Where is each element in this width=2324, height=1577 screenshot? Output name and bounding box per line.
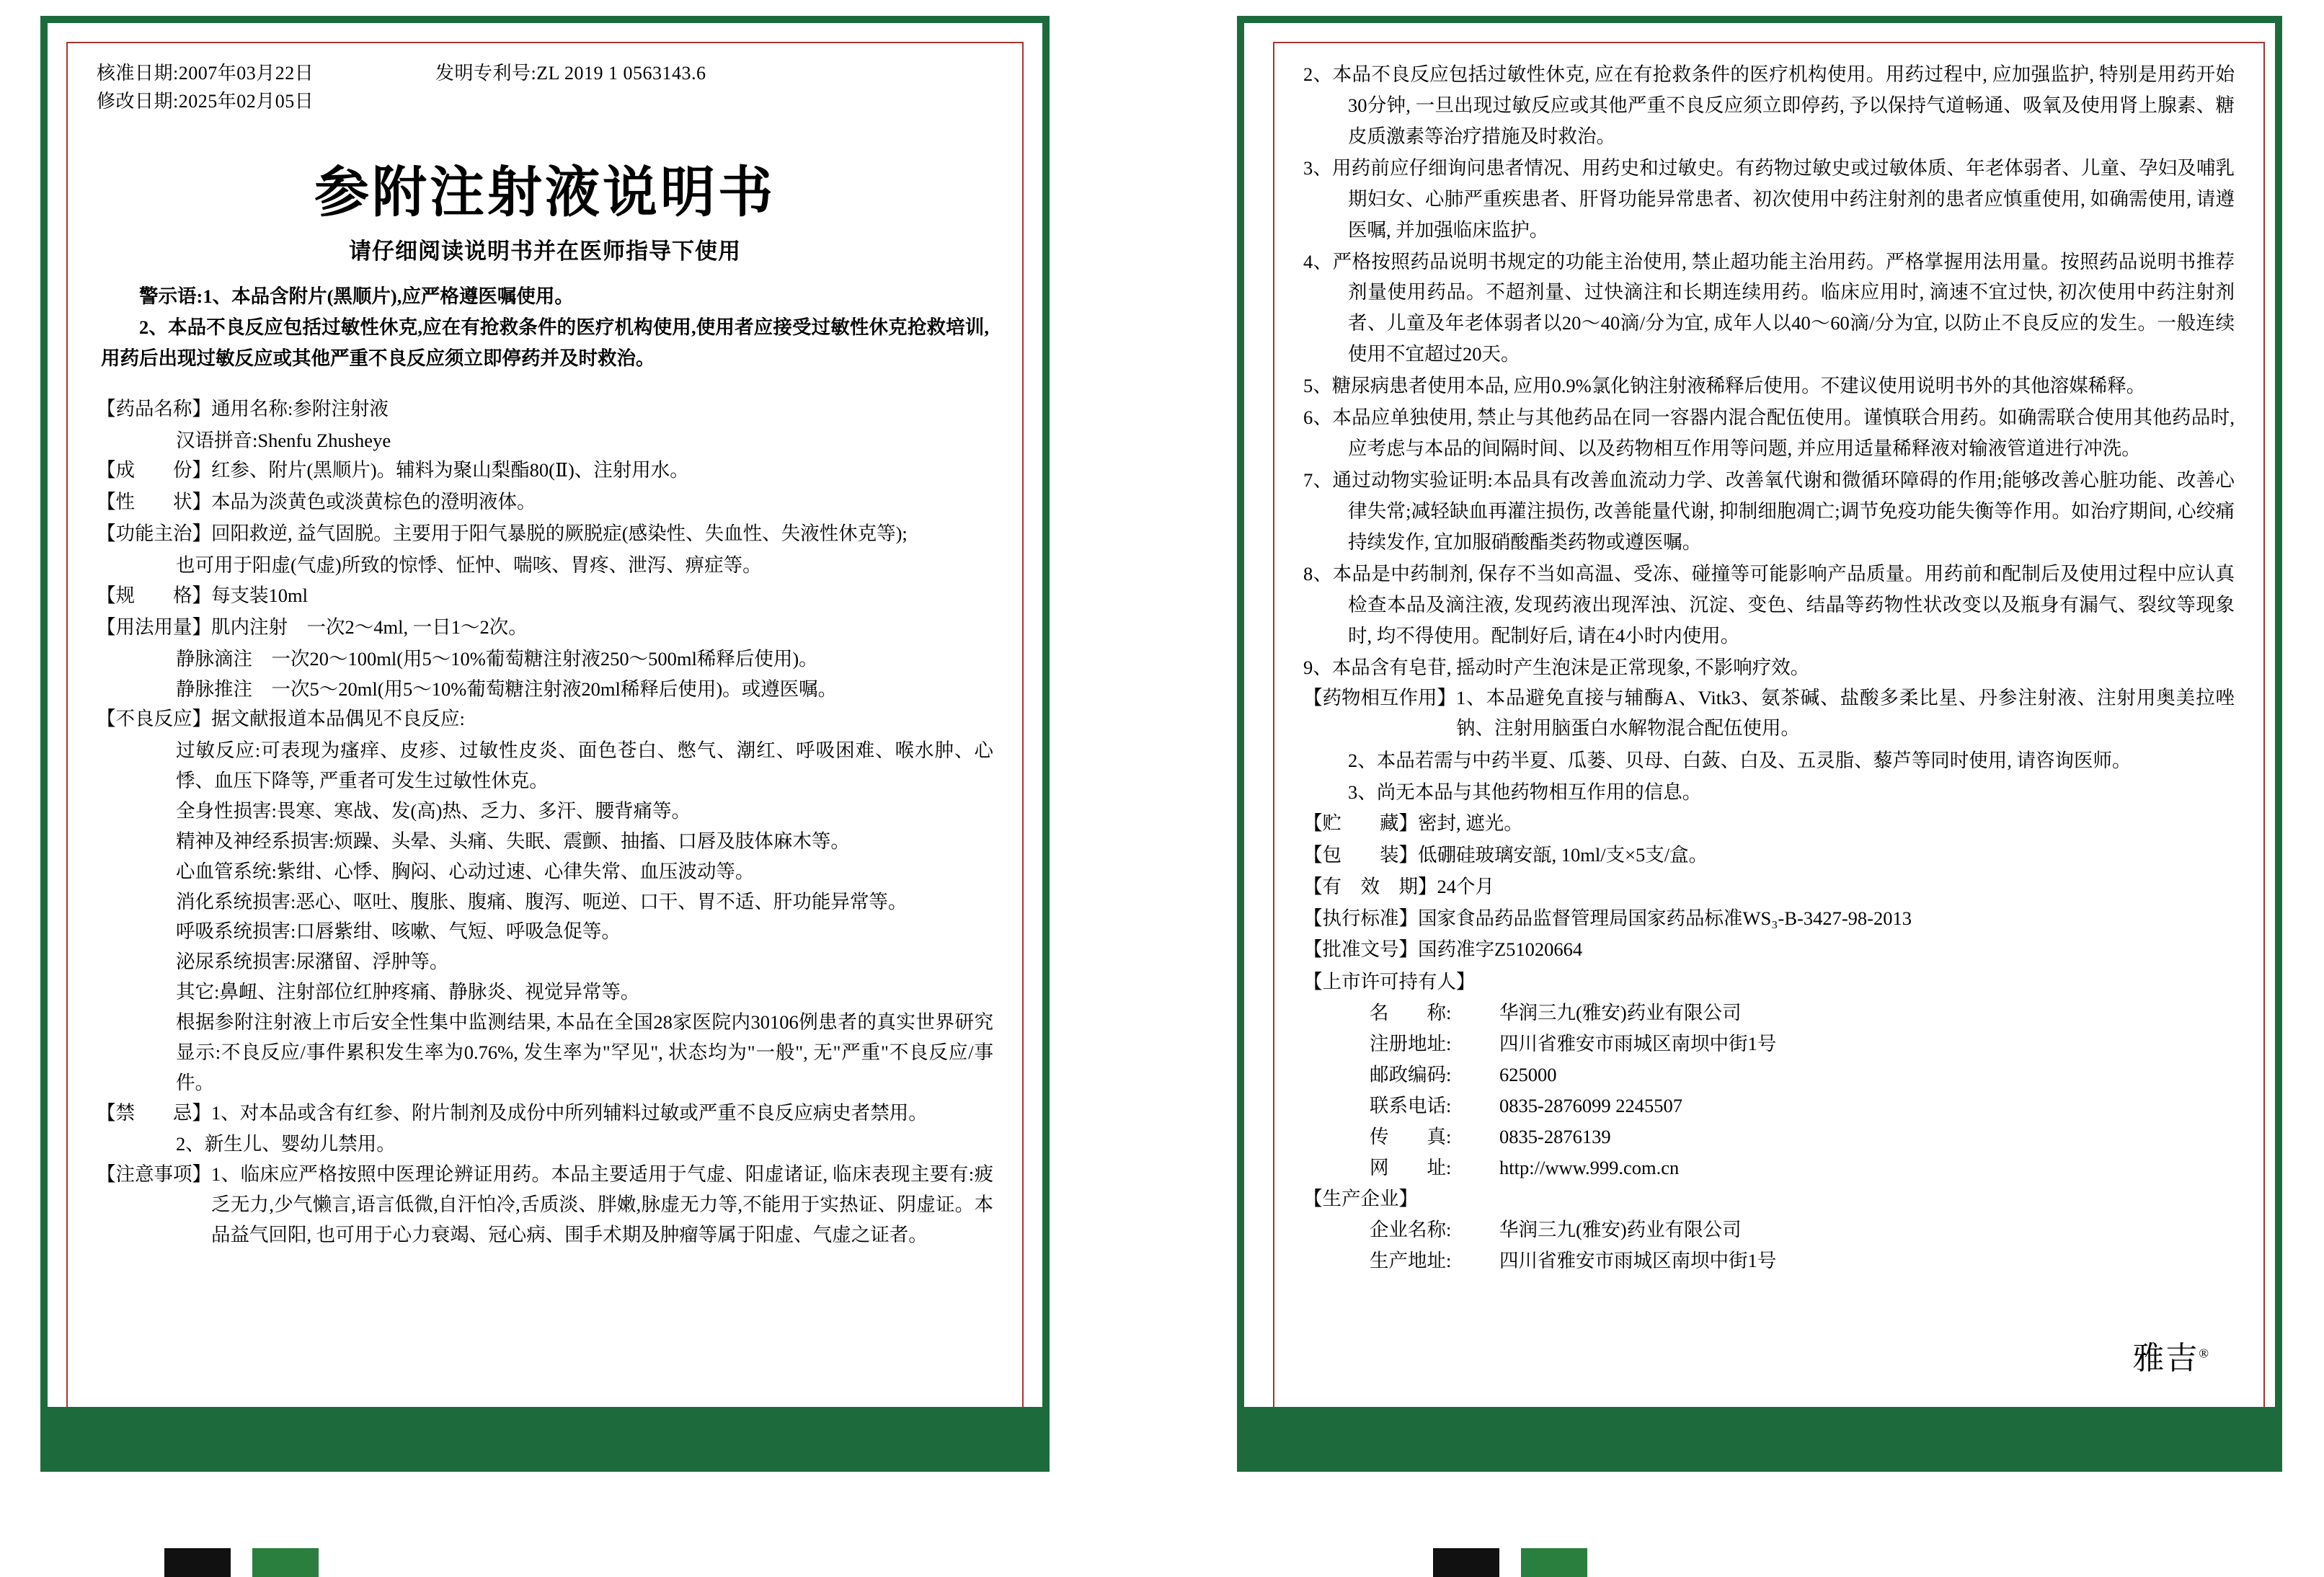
- section-appearance: [97, 487, 993, 517]
- holder-postcode-value: 625000: [1499, 1064, 1557, 1086]
- section-drug-name-line-2: 汉语拼音:Shenfu Zhusheye: [176, 429, 391, 451]
- brand-logo: [2132, 1332, 2210, 1378]
- section-packaging-label: 【包 装】: [1303, 843, 1418, 866]
- section-storage: [1303, 809, 2235, 839]
- section-appearance-label: 【性 状】: [97, 491, 211, 513]
- adverse-item-respiratory: 呼吸系统损害:口唇紫绀、咳嗽、气短、呼吸急促等。: [176, 920, 621, 943]
- section-dosage: [97, 613, 993, 643]
- leaflet-front-panel: [40, 16, 1050, 1472]
- front-panel-bottom-bar: [40, 1407, 1050, 1472]
- holder-address-key: 注册地址:: [1370, 1033, 1452, 1055]
- drug-interaction-item-2: 2、本品若需与中药半夏、瓜蒌、贝母、白蔹、白及、五灵脂、藜芦等同时使用, 请咨询医师。: [1348, 750, 2132, 772]
- section-adverse-reactions-label: 【不良反应】: [97, 708, 211, 730]
- section-indications-line-2: 也可用于阳虚(气虚)所致的惊悸、怔忡、喘咳、胃疼、泄泻、痹症等。: [176, 554, 762, 577]
- print-registration-mark-green-right: [1521, 1548, 1587, 1577]
- holder-name-value: 华润三九(雅安)药业有限公司: [1499, 1002, 1742, 1024]
- warning-line-2: 2、本品不良反应包括过敏性休克,应在有抢救条件的医疗机构使用,使用者应接受过敏性休克抢救培训,用药后出现过敏反应或其他严重不良反应须立即停药并及时救治。: [101, 316, 989, 369]
- precaution-item-6: 6、本品应单独使用, 禁止与其他药品在同一容器内混合配伍使用。谨慎联合用药。如确需联合使用其他药品时, 应考虑与本品的间隔时间、以及药物相互作用等问题, 并应用适量稀释液对输液管道进行冲洗。: [1303, 407, 2235, 460]
- section-shelf-life: [1303, 872, 2235, 902]
- manufacturer-name-key: 企业名称:: [1370, 1218, 1452, 1240]
- section-approval-number-label: 【批准文号】: [1303, 938, 1418, 961]
- holder-row-phone: [1303, 1090, 2235, 1121]
- holder-fax-value: 0835-2876139: [1499, 1125, 1611, 1147]
- leaflet-front-content: [66, 42, 1024, 1446]
- section-precautions: [97, 1160, 993, 1251]
- section-dosage-line-2: 静脉滴注 一次20～100ml(用5～10%葡萄糖注射液250～500ml稀释后使用)。: [176, 647, 818, 670]
- section-shelf-life-label: 【有 效 期】: [1303, 875, 1437, 897]
- holder-row-website: [1303, 1152, 2235, 1183]
- section-appearance-text: 本品为淡黄色或淡黄棕色的澄明液体。: [211, 491, 536, 513]
- manufacturer-name-value: 华润三九(雅安)药业有限公司: [1499, 1218, 1742, 1240]
- section-ingredients-text: 红参、附片(黑顺片)。辅料为聚山梨酯80(Ⅱ)、注射用水。: [211, 459, 689, 481]
- revision-date: 修改日期:2025年02月05日: [97, 91, 314, 112]
- manufacturer-address-key: 生产地址:: [1370, 1249, 1452, 1271]
- section-packaging-text: 低硼硅玻璃安瓿, 10ml/支×5支/盒。: [1418, 843, 1708, 866]
- leaflet-back-panel: [1237, 16, 2282, 1472]
- section-indications-label: 【功能主治】: [97, 523, 211, 545]
- section-precautions-text: 1、临床应严格按照中医理论辨证用药。本品主要适用于气虚、阳虚诸证, 临床表现主要有:疲乏无力,少气懒言,语言低微,自汗怕冷,舌质淡、胖嫩,脉虚无力等,不能用于实热证、阴虚证。本品益气回阳, 也可用于心力衰竭、冠心病、围手术期及肿瘤等属于阳虚、气虚之证者。: [211, 1163, 993, 1245]
- precaution-item-9: 9、本品含有皂苷, 摇动时产生泡沫是正常现象, 不影响疗效。: [1303, 656, 1810, 678]
- holder-phone-key: 联系电话:: [1370, 1094, 1452, 1116]
- manufacturer-row-address: [1303, 1245, 2235, 1276]
- drug-interaction-item-3: 3、尚无本品与其他药物相互作用的信息。: [1348, 781, 1702, 804]
- section-adverse-reactions-intro: 据文献报道本品偶见不良反应:: [211, 708, 465, 730]
- holder-postcode-key: 邮政编码:: [1370, 1064, 1452, 1086]
- section-contraindications-label: 【禁 忌】: [97, 1101, 211, 1124]
- drug-interaction-item-1: 1、本品避免直接与辅酶A、Vitk3、氨茶碱、盐酸多柔比星、丹参注射液、注射用奥美拉唑钠、注射用脑蛋白水解物混合配伍使用。: [1456, 687, 2235, 739]
- print-registration-mark-black-right: [1433, 1548, 1499, 1577]
- precaution-item-3: 3、用药前应仔细询问患者情况、用药史和过敏史。有药物过敏史或过敏体质、年老体弱者、儿童、孕妇及哺乳期妇女、心肺严重疾患者、肝肾功能异常患者、初次使用中药注射剂的患者应慎重使用, 如确需使用, 请遵医嘱, 并加强临床监护。: [1303, 156, 2235, 241]
- section-ingredients: [97, 456, 993, 486]
- section-manufacturer-label: 【生产企业】: [1303, 1187, 1418, 1209]
- manufacturer-address-value: 四川省雅安市雨城区南坝中街1号: [1499, 1249, 1777, 1271]
- section-indications: [97, 519, 993, 549]
- section-dosage-label: 【用法用量】: [97, 616, 211, 638]
- holder-row-fax: [1303, 1121, 2235, 1152]
- section-storage-label: 【贮 藏】: [1303, 812, 1418, 834]
- section-standard-label: 【执行标准】: [1303, 907, 1418, 929]
- adverse-item-cardio: 心血管系统:紫绀、心悸、胸闷、心动过速、心律失常、血压波动等。: [176, 860, 755, 882]
- section-holder-label: 【上市许可持有人】: [1303, 971, 1476, 993]
- brand-registered-mark: ®: [2199, 1346, 2210, 1361]
- section-drug-name-label: 【药品名称】: [97, 397, 211, 419]
- section-drug-interactions-label: 【药物相互作用】: [1303, 687, 1456, 709]
- section-drug-interactions: [1303, 683, 2235, 744]
- precaution-item-2: 2、本品不良反应包括过敏性休克, 应在有抢救条件的医疗机构使用。用药过程中, 应加强监护, 特别是用药开始30分钟, 一旦出现过敏反应或其他严重不良反应须立即停药, 予以保持气道畅通、吸氧及使用肾上腺素、糖皮质激素等治疗措施及时救治。: [1303, 63, 2235, 147]
- holder-fax-key: 传 真:: [1370, 1125, 1452, 1147]
- holder-name-key: 名 称:: [1370, 1002, 1452, 1024]
- approval-date: 核准日期:2007年03月22日: [97, 63, 314, 84]
- precaution-item-8: 8、本品是中药制剂, 保存不当如高温、受冻、碰撞等可能影响产品质量。用药前和配制后及使用过程中应认真检查本品及滴注液, 发现药液出现浑浊、沉淀、变色、结晶等药物性状改变以及瓶身有漏气、裂纹等现象时, 均不得使用。配制好后, 请在4小时内使用。: [1303, 562, 2235, 647]
- holder-website-key: 网 址:: [1370, 1156, 1452, 1178]
- section-approval-number-text: 国药准字Z51020664: [1418, 938, 1583, 961]
- precaution-item-5: 5、糖尿病患者使用本品, 应用0.9%氯化钠注射液稀释后使用。不建议使用说明书外的其他溶媒稀释。: [1303, 375, 2146, 397]
- adverse-item-neuro: 精神及神经系损害:烦躁、头晕、头痛、失眠、震颤、抽搐、口唇及肢体麻木等。: [176, 830, 850, 852]
- section-dosage-line-3: 静脉推注 一次5～20ml(用5～10%葡萄糖注射液20ml稀释后使用)。或遵医嘱。: [176, 678, 838, 700]
- page-title: 参附注射液说明书: [314, 163, 776, 223]
- section-standard-text: 国家食品药品监督管理局国家药品标准WS₃-B-3427-98-2013: [1418, 907, 1912, 929]
- section-contraindications-line-1: 1、对本品或含有红参、附片制剂及成份中所列辅料过敏或严重不良反应病史者禁用。: [211, 1101, 928, 1124]
- warning-block: [101, 281, 989, 374]
- section-packaging: [1303, 840, 2235, 871]
- section-specification-text: 每支装10ml: [211, 584, 308, 606]
- print-registration-mark-black-left: [164, 1548, 231, 1577]
- section-contraindications: [97, 1098, 993, 1129]
- adverse-item-urinary: 泌尿系统损害:尿潴留、浮肿等。: [176, 951, 449, 973]
- section-precautions-label: 【注意事项】: [97, 1163, 211, 1186]
- section-approval-number: [1303, 935, 2235, 965]
- back-panel-bottom-bar: [1237, 1407, 2282, 1472]
- holder-row-postcode: [1303, 1060, 2235, 1090]
- adverse-item-systemic: 全身性损害:畏寒、寒战、发(高)热、乏力、多汗、腰背痛等。: [176, 799, 691, 822]
- header-meta: [97, 59, 993, 115]
- patent-number: 发明专利号:ZL 2019 1 0563143.6: [435, 63, 706, 84]
- warning-line-1: 警示语:1、本品含附片(黑顺片),应严格遵医嘱使用。: [139, 285, 574, 307]
- manufacturer-row-name: [1303, 1214, 2235, 1245]
- holder-phone-value: 0835-2876099 2245507: [1499, 1094, 1682, 1116]
- adverse-item-digestive: 消化系统损害:恶心、呕吐、腹胀、腹痛、腹泻、呃逆、口干、胃不适、肝功能异常等。: [176, 890, 908, 912]
- holder-row-address: [1303, 1029, 2235, 1060]
- precaution-item-7: 7、通过动物实验证明:本品具有改善血流动力学、改善氧代谢和微循环障碍的作用;能够改善心脏功能、改善心律失常;减轻缺血再灌注损伤, 改善能量代谢, 抑制细胞凋亡;调节免疫功能失衡等作用。如治疗期间, 心绞痛持续发作, 宜加服硝酸酯类药物或遵医嘱。: [1303, 468, 2235, 553]
- section-contraindications-line-2: 2、新生儿、婴幼儿禁用。: [176, 1133, 396, 1155]
- section-dosage-line-1: 肌内注射 一次2～4ml, 一日1～2次。: [211, 616, 528, 638]
- section-adverse-reactions: [97, 704, 993, 734]
- section-standard: [1303, 904, 2235, 934]
- section-shelf-life-text: 24个月: [1437, 875, 1494, 897]
- section-specification: [97, 581, 993, 611]
- section-indications-line-1: 回阳救逆, 益气固脱。主要用于阳气暴脱的厥脱症(感染性、失血性、失液性休克等);: [211, 523, 908, 545]
- section-drug-name: [97, 394, 993, 425]
- leaflet-back-content: [1273, 42, 2265, 1446]
- precaution-item-4: 4、严格按照药品说明书规定的功能主治使用, 禁止超功能主治用药。严格掌握用法用量。按照药品说明书推荐剂量使用药品。不超剂量、过快滴注和长期连续用药。临床应用时, 滴速不宜过快, 初次使用中药注射剂者、儿童及年老体弱者以20～40滴/分为宜, 成年人以40～60滴/分为宜, 以防止不良反应的发生。一般连续使用不宜超过20天。: [1303, 250, 2235, 365]
- holder-address-value: 四川省雅安市雨城区南坝中街1号: [1499, 1033, 1777, 1055]
- section-drug-name-line-1: 通用名称:参附注射液: [211, 397, 389, 419]
- section-storage-text: 密封, 遮光。: [1418, 812, 1523, 834]
- adverse-item-allergy: 过敏反应:可表现为瘙痒、皮疹、过敏性皮炎、面色苍白、憋气、潮红、呼吸困难、喉水肿、心悸、血压下降等, 严重者可发生过敏性休克。: [176, 739, 993, 792]
- section-ingredients-label: 【成 份】: [97, 459, 211, 481]
- brand-name: 雅吉: [2132, 1341, 2199, 1376]
- adverse-item-other: 其它:鼻衄、注射部位红肿疼痛、静脉炎、视觉异常等。: [176, 981, 640, 1003]
- print-registration-mark-green-left: [252, 1548, 319, 1577]
- adverse-item-postmarket: 根据参附注射液上市后安全性集中监测结果, 本品在全国28家医院内30106例患者的真实世界研究显示:不良反应/事件累积发生率为0.76%, 发生率为"罕见", 状态均为"一般", 无"严重"不良反应/事件。: [176, 1010, 993, 1093]
- page-subtitle: 请仔细阅读说明书并在医师指导下使用: [349, 239, 741, 264]
- holder-website-value: http://www.999.com.cn: [1499, 1156, 1680, 1178]
- holder-row-name: [1303, 998, 2235, 1029]
- section-specification-label: 【规 格】: [97, 584, 211, 606]
